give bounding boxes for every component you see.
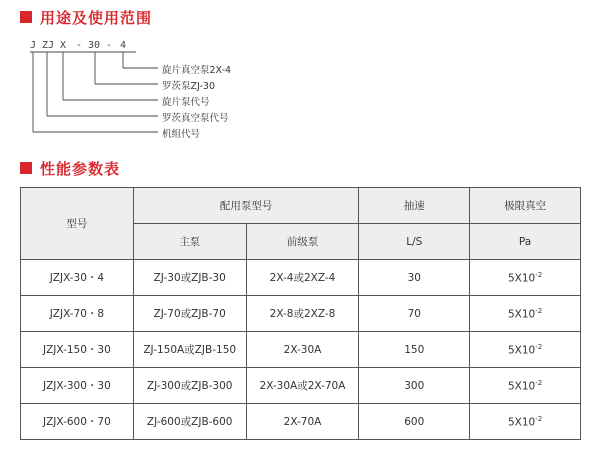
performance-table: [20, 187, 581, 440]
code-label-roots-pump: 罗茨泵ZJ-30: [162, 81, 215, 92]
section-performance-title: 性能参数表: [40, 159, 121, 178]
cell-backing-pump: 2X-4或2XZ-4: [246, 260, 359, 296]
cell-backing-pump: 2X-8或2XZ-8: [246, 296, 359, 332]
square-bullet-icon: [20, 162, 32, 174]
header-pump-group: 配用泵型号: [133, 188, 359, 224]
cell-model: JZJX-70・8: [21, 296, 134, 332]
header-speed: 抽速: [359, 188, 470, 224]
section-performance-header: [20, 158, 120, 178]
header-vacuum-unit: Pa: [470, 224, 581, 260]
cell-vacuum: [470, 296, 581, 332]
cell-model: JZJX-150・30: [21, 332, 134, 368]
code-char-4: 4: [120, 40, 127, 51]
code-char-x: X: [60, 40, 67, 51]
cell-speed: 300: [359, 368, 470, 404]
cell-main-pump: ZJ-600或ZJB-600: [133, 404, 246, 440]
vacuum-base: 5X10: [507, 416, 536, 429]
cell-backing-pump: 2X-30A: [246, 332, 359, 368]
cell-backing-pump: 2X-30A或2X-70A: [246, 368, 359, 404]
vacuum-exponent: -2: [535, 306, 543, 315]
vacuum-exponent: -2: [535, 414, 543, 423]
code-char-j: J: [30, 40, 37, 51]
vacuum-base: 5X10: [507, 344, 536, 357]
header-speed-unit: L/S: [359, 224, 470, 260]
cell-vacuum: [470, 260, 581, 296]
cell-model: JZJX-600・70: [21, 404, 134, 440]
cell-main-pump: ZJ-70或ZJB-70: [133, 296, 246, 332]
cell-main-pump: ZJ-300或ZJB-300: [133, 368, 246, 404]
cell-speed: 70: [359, 296, 470, 332]
vacuum-base: 5X10: [507, 380, 536, 393]
code-char-dash2: -: [106, 40, 113, 51]
cell-vacuum: [470, 368, 581, 404]
cell-speed: 30: [359, 260, 470, 296]
code-char-dash1: -: [76, 40, 83, 51]
cell-main-pump: ZJ-150A或ZJB-150: [133, 332, 246, 368]
cell-backing-pump: 2X-70A: [246, 404, 359, 440]
model-code-diagram: [28, 38, 328, 148]
table-row: [21, 368, 581, 404]
code-label-unit-code: 机组代号: [162, 129, 201, 140]
header-main-pump: 主泵: [133, 224, 246, 260]
code-label-rotary-vane-pump: 旋片真空泵2X-4: [162, 65, 232, 76]
cell-speed: 600: [359, 404, 470, 440]
section-usage-title: 用途及使用范围: [40, 8, 153, 27]
table-row: [21, 296, 581, 332]
code-char-zj: ZJ: [42, 40, 55, 51]
table-row: [21, 332, 581, 368]
code-char-30: 30: [88, 40, 101, 51]
code-label-rotary-vane-code: 旋片泵代号: [162, 97, 210, 108]
vacuum-exponent: -2: [535, 270, 543, 279]
table-row: [21, 260, 581, 296]
cell-model: JZJX-30・4: [21, 260, 134, 296]
vacuum-base: 5X10: [507, 272, 536, 285]
header-model: 型号: [21, 188, 134, 260]
vacuum-exponent: -2: [535, 342, 543, 351]
header-backing-pump: 前级泵: [246, 224, 359, 260]
header-vacuum: 极限真空: [470, 188, 581, 224]
code-label-roots-code: 罗茨真空泵代号: [162, 113, 229, 124]
table-row: [21, 404, 581, 440]
square-bullet-icon: [20, 11, 32, 23]
vacuum-exponent: -2: [535, 378, 543, 387]
cell-model: JZJX-300・30: [21, 368, 134, 404]
cell-speed: 150: [359, 332, 470, 368]
vacuum-base: 5X10: [507, 308, 536, 321]
cell-vacuum: [470, 404, 581, 440]
cell-main-pump: ZJ-30或ZJB-30: [133, 260, 246, 296]
section-usage-header: [20, 7, 152, 27]
table-header-row: [21, 188, 581, 224]
cell-vacuum: [470, 332, 581, 368]
